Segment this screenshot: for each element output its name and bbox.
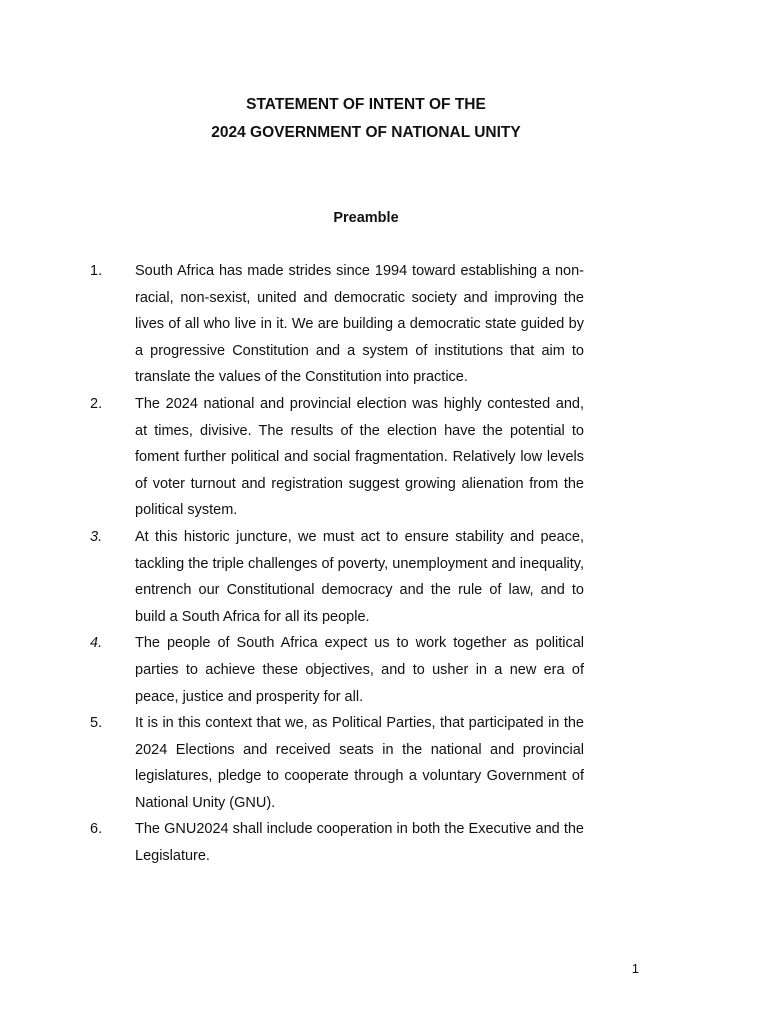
preamble-item-4	[90, 630, 584, 710]
item-text: The GNU2024 shall include cooperation in both the Executive and the Legislature.	[135, 821, 584, 865]
item-text: It is in this context that we, as Political Parties, that participated in the 2024 Elections and received seats in the national and provincial legislatures, pledge to cooperate through a voluntary Government of National Unity (GNU).	[135, 715, 584, 811]
preamble-list	[90, 258, 584, 870]
document-title	[0, 91, 732, 147]
item-number: 3.	[90, 528, 103, 545]
title-line-1: STATEMENT OF INTENT OF THE	[246, 96, 486, 113]
item-number: 4.	[90, 635, 103, 652]
page-number: 1	[631, 961, 639, 976]
preamble-item-2	[90, 391, 584, 524]
preamble-item-1	[90, 258, 584, 391]
item-text: The people of South Africa expect us to work together as political parties to achieve these objectives, and to usher in a new era of peace, justice and prosperity for all.	[135, 635, 584, 705]
item-number: 5.	[90, 715, 103, 732]
preamble-item-3	[90, 524, 584, 630]
item-text: South Africa has made strides since 1994 toward establishing a non-racial, non-sexist, united and democratic society and improving the lives of all who live in it. We are building a democratic state guided by a progressive Constitution and a system of institutions that aim to translate the values of the Constitution into practice.	[135, 263, 584, 386]
item-number: 6.	[90, 821, 103, 838]
preamble-heading: Preamble	[333, 210, 399, 226]
item-number: 2.	[90, 395, 103, 412]
item-text: At this historic juncture, we must act to ensure stability and peace, tackling the triple challenges of poverty, unemployment and inequality, entrench our Constitutional democracy and the rule of law, and to build a South Africa for all its people.	[135, 528, 584, 625]
preamble-item-5	[90, 710, 584, 816]
title-line-2: 2024 GOVERNMENT OF NATIONAL UNITY	[211, 124, 521, 141]
item-number: 1.	[90, 263, 103, 279]
item-text: The 2024 national and provincial election was highly contested and, at times, divisive. The results of the election have the potential to foment further political and social fragmentation. Relatively low levels of voter turnout and registration suggest growing alienation from the political system.	[135, 395, 584, 519]
preamble-item-6	[90, 816, 584, 869]
